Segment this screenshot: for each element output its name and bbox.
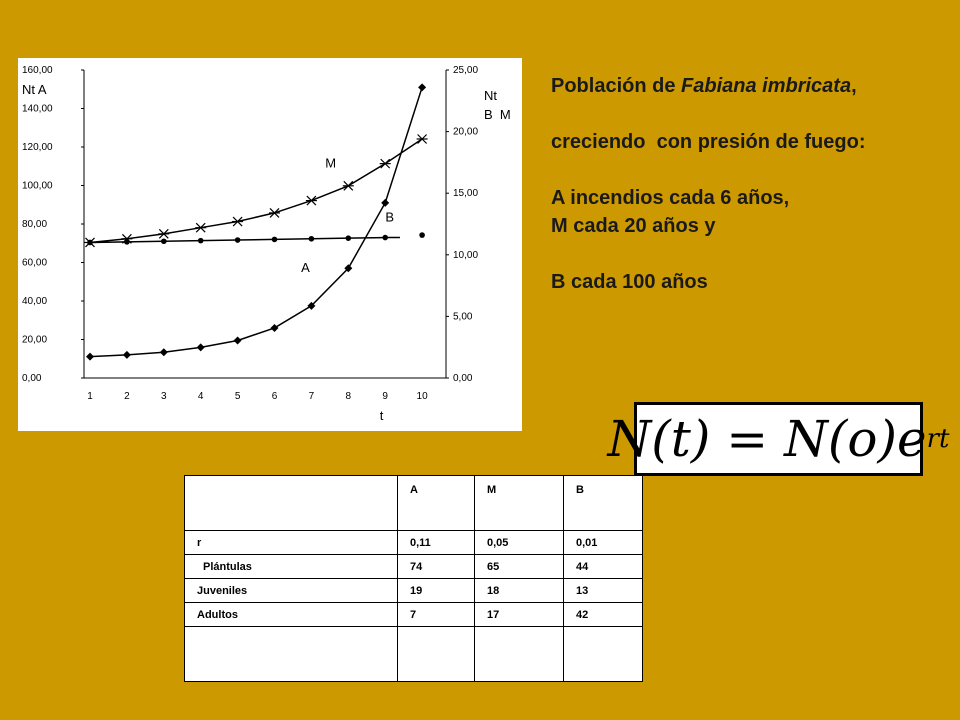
table-cell: 0,01 bbox=[564, 531, 643, 555]
dot-marker bbox=[346, 235, 352, 241]
diamond-marker bbox=[160, 348, 168, 356]
table-cell: r bbox=[185, 531, 398, 555]
table-cell: Juveniles bbox=[185, 579, 398, 603]
series-m bbox=[85, 134, 428, 246]
table-cell: Adultos bbox=[185, 603, 398, 627]
left-tick-label: 100,00 bbox=[22, 180, 53, 192]
table-cell: 0,05 bbox=[475, 531, 564, 555]
table-header-cell: A bbox=[398, 476, 475, 531]
left-y-axis-label: Nt A bbox=[22, 82, 47, 97]
x-tick-label: 7 bbox=[308, 391, 315, 402]
table-header-cell: B bbox=[564, 476, 643, 531]
x-tick-label: 2 bbox=[124, 391, 130, 402]
series-label-m: M bbox=[325, 155, 337, 171]
chart-labels bbox=[22, 82, 511, 423]
series-line-b bbox=[90, 238, 400, 243]
x-tick-label: 10 bbox=[416, 391, 428, 402]
title-line-3: A incendios cada 6 años, bbox=[551, 187, 790, 209]
right-tick-label: 10,00 bbox=[453, 249, 479, 261]
title-line-5: B cada 100 años bbox=[551, 271, 708, 293]
chart-ticks bbox=[22, 65, 478, 402]
table-cell: 19 bbox=[398, 579, 475, 603]
x-tick-label: 1 bbox=[87, 391, 93, 402]
x-tick-label: 8 bbox=[345, 391, 352, 402]
left-tick-label: 80,00 bbox=[22, 219, 48, 230]
table-row bbox=[185, 555, 643, 579]
table-panel bbox=[184, 475, 643, 681]
right-tick-label: 5,00 bbox=[453, 311, 473, 323]
table-header-row bbox=[185, 476, 643, 531]
diamond-marker bbox=[86, 353, 94, 361]
table-cell-empty bbox=[185, 627, 398, 682]
table-cell: 7 bbox=[398, 603, 475, 627]
x-tick-label: 4 bbox=[197, 391, 204, 402]
title-line-2: creciendo con presión de fuego: bbox=[551, 131, 866, 153]
left-tick-label: 0,00 bbox=[22, 373, 42, 384]
left-tick-label: 60,00 bbox=[22, 257, 48, 269]
dot-marker bbox=[198, 238, 204, 244]
diamond-marker bbox=[381, 199, 389, 207]
x-tick-label: 5 bbox=[234, 391, 241, 402]
series-a bbox=[86, 83, 426, 360]
right-tick-label: 25,00 bbox=[453, 65, 479, 76]
dot-marker bbox=[272, 237, 278, 243]
growth-formula bbox=[607, 402, 950, 476]
dot-marker bbox=[382, 235, 388, 241]
chart-panel bbox=[18, 58, 522, 431]
series-line-a bbox=[90, 87, 422, 356]
formula-rhs: N(o)e bbox=[784, 410, 927, 468]
diamond-marker bbox=[197, 343, 205, 351]
slide-title bbox=[551, 72, 951, 296]
right-y-axis-label-series: B M bbox=[484, 107, 511, 122]
right-tick-label: 20,00 bbox=[453, 126, 479, 138]
dot-marker bbox=[419, 232, 425, 238]
table-cell: 42 bbox=[564, 603, 643, 627]
series-label-a: A bbox=[301, 260, 310, 276]
title-line-1-prefix: Población de bbox=[551, 75, 682, 97]
left-tick-label: 160,00 bbox=[22, 65, 53, 76]
table-cell-empty bbox=[475, 627, 564, 682]
formula-equals: = bbox=[710, 410, 785, 468]
right-tick-label: 0,00 bbox=[453, 373, 473, 384]
dot-marker bbox=[161, 238, 167, 244]
title-line-1-suffix: , bbox=[851, 75, 857, 97]
diamond-marker bbox=[418, 83, 426, 91]
table-cell: 18 bbox=[475, 579, 564, 603]
dot-marker bbox=[124, 239, 130, 245]
table-cell: 44 bbox=[564, 555, 643, 579]
diamond-marker bbox=[234, 336, 242, 344]
table-row bbox=[185, 603, 643, 627]
dot-marker bbox=[235, 237, 241, 243]
left-tick-label: 120,00 bbox=[22, 142, 53, 153]
x-axis-label: t bbox=[379, 408, 384, 423]
growth-chart bbox=[18, 58, 522, 431]
table-cell: 13 bbox=[564, 579, 643, 603]
title-line-4: M cada 20 años y bbox=[551, 215, 716, 237]
chart-series bbox=[85, 83, 428, 360]
species-name: Fabiana imbricata bbox=[681, 75, 852, 97]
title-line-1 bbox=[551, 72, 951, 100]
data-table bbox=[184, 475, 643, 682]
table-header-cell bbox=[185, 476, 398, 531]
left-tick-label: 20,00 bbox=[22, 334, 48, 346]
right-tick-label: 15,00 bbox=[453, 188, 479, 200]
series-b bbox=[87, 232, 425, 245]
table-cell: 65 bbox=[475, 555, 564, 579]
x-tick-label: 9 bbox=[382, 391, 388, 402]
series-label-b: B bbox=[385, 209, 394, 225]
left-tick-label: 140,00 bbox=[22, 103, 53, 115]
table-cell: 74 bbox=[398, 555, 475, 579]
table-cell-empty bbox=[398, 627, 475, 682]
x-tick-label: 6 bbox=[271, 391, 278, 402]
table-cell: 17 bbox=[475, 603, 564, 627]
table-cell-empty bbox=[564, 627, 643, 682]
left-tick-label: 40,00 bbox=[22, 296, 48, 307]
dot-marker bbox=[309, 236, 315, 242]
diamond-marker bbox=[123, 351, 131, 359]
x-tick-label: 3 bbox=[161, 391, 167, 402]
diamond-marker bbox=[271, 324, 279, 332]
table-row-empty bbox=[185, 627, 643, 682]
table-row bbox=[185, 531, 643, 555]
right-y-axis-label: Nt bbox=[484, 88, 497, 103]
table-header-cell: M bbox=[475, 476, 564, 531]
dot-marker bbox=[87, 240, 93, 246]
table-row bbox=[185, 579, 643, 603]
table-cell: Plántulas bbox=[185, 555, 398, 579]
formula-lhs: N(t) bbox=[607, 410, 711, 468]
formula-exponent: rt bbox=[926, 424, 950, 454]
table-cell: 0,11 bbox=[398, 531, 475, 555]
